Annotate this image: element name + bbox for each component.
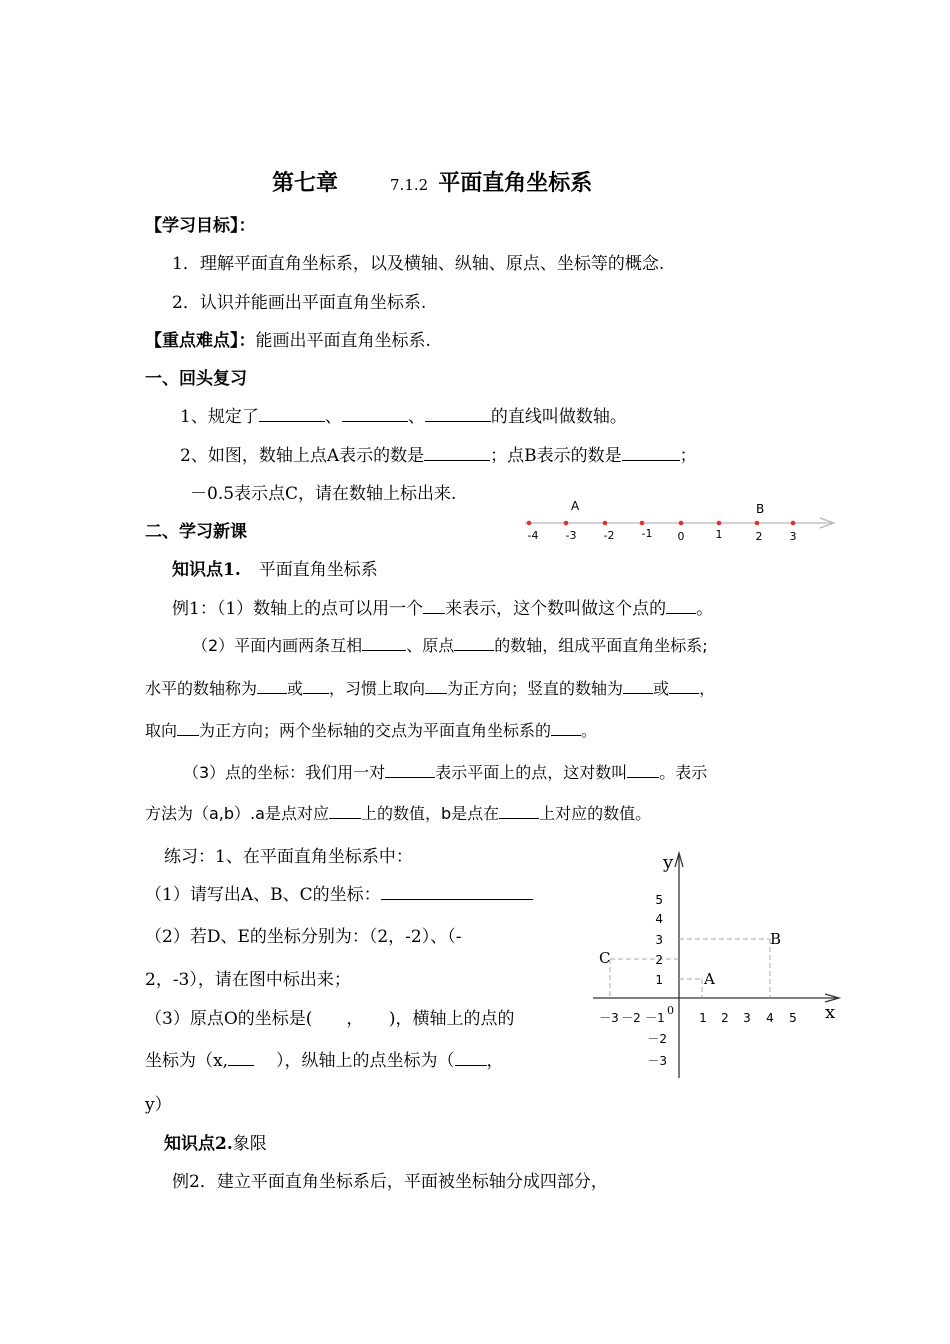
review-q1 — [180, 402, 627, 427]
text: 。表示 — [659, 763, 708, 782]
section-name: 平面直角坐标系 — [438, 170, 593, 196]
number-line — [520, 496, 840, 544]
number-line-tick-label: 1 — [715, 528, 723, 541]
practice-q3-line3: y） — [145, 1095, 172, 1115]
text: 或 — [287, 679, 304, 698]
answer-blank[interactable] — [454, 634, 494, 651]
answer-blank[interactable] — [303, 677, 329, 694]
answer-blank[interactable] — [627, 761, 659, 778]
y-axis-label: y — [663, 852, 674, 873]
x-tick-label: －3 — [599, 1011, 619, 1025]
practice-q3-line2 — [145, 1046, 504, 1071]
text: 。 — [581, 721, 598, 740]
ex1-line6 — [145, 801, 651, 824]
review-q2-prefix: 2、如图，数轴上点A表示的数是 — [180, 446, 425, 466]
text: 水平的数轴称为 — [145, 679, 258, 698]
y-tick-label: －3 — [647, 1054, 667, 1068]
x-tick-label: 2 — [721, 1011, 729, 1025]
plane-point-c-label: C — [599, 949, 611, 967]
kp2-text: 象限 — [232, 1134, 267, 1154]
origin-label: 0 — [667, 1004, 674, 1017]
text: 。 — [696, 599, 714, 619]
text: 例1：（1）数轴上的点可以用一个 — [172, 599, 424, 619]
kp1-label: 知识点1. — [172, 560, 241, 580]
number-line-tick-label: 3 — [789, 530, 797, 543]
kp1 — [172, 555, 378, 580]
example-2: 例2．建立平面直角坐标系后，平面被坐标轴分成四部分， — [172, 1172, 608, 1192]
x-tick-label: －1 — [645, 1011, 665, 1025]
plane-point-a-label: A — [704, 970, 715, 988]
answer-blank[interactable] — [381, 883, 533, 900]
number-line-point — [791, 521, 796, 526]
answer-blank[interactable] — [425, 405, 491, 422]
number-line-point — [755, 521, 760, 526]
number-line-point — [640, 521, 645, 526]
number-line-point — [679, 521, 684, 526]
answer-blank[interactable] — [425, 677, 447, 694]
review-heading: 一、回头复习 — [145, 369, 247, 389]
text: 来表示，这个数叫做这个点的 — [445, 599, 667, 619]
number-line-tick-label: -2 — [603, 529, 615, 542]
number-line-tick-label: 0 — [677, 530, 685, 543]
separator: 、 — [407, 407, 425, 427]
ex1-line4 — [145, 718, 597, 741]
ex1-line2 — [192, 633, 708, 656]
text: 方法为（a,b）.a是点对应 — [145, 804, 329, 823]
practice-intro: 练习：1、在平面直角坐标系中： — [164, 847, 413, 867]
answer-blank[interactable] — [362, 634, 406, 651]
goal-item-2: 2．认识并能画出平面直角坐标系. — [172, 293, 427, 313]
point-b-label: B — [756, 502, 765, 516]
text: 的数轴，组成平面直角坐标系; — [494, 636, 708, 655]
practice-q3-line1: （3）原点O的坐标是( ， )，横轴上的点的 — [145, 1009, 515, 1029]
answer-blank[interactable] — [259, 405, 325, 422]
text: 上对应的数值。 — [539, 804, 652, 823]
review-q2-mid: ；点B表示的数是 — [490, 446, 622, 466]
ex1-line1 — [172, 594, 713, 619]
goal-item-1: 1．理解平面直角坐标系，以及横轴、纵轴、原点、坐标等的概念. — [172, 254, 665, 274]
answer-blank[interactable] — [622, 444, 680, 461]
kp2-label: 知识点2. — [164, 1134, 233, 1154]
text: 坐标为（x, — [145, 1051, 228, 1071]
answer-blank[interactable] — [666, 597, 696, 614]
x-tick-label: 3 — [743, 1011, 751, 1025]
review-q1-prefix: 1、规定了 — [180, 407, 259, 427]
text: （1）请写出A、B、C的坐标： — [145, 885, 381, 905]
ex1-line3 — [145, 676, 715, 699]
x-tick-label: 4 — [766, 1011, 774, 1025]
key-text: 能画出平面直角坐标系. — [255, 331, 431, 351]
text: 表示平面上的点，这对数叫 — [435, 763, 628, 782]
answer-blank[interactable] — [385, 761, 435, 778]
number-line-point — [527, 521, 532, 526]
key-points — [145, 326, 431, 351]
number-line-tick-label: 2 — [755, 530, 763, 543]
text: 取向 — [145, 721, 178, 740]
text: ，习惯上取向 — [329, 679, 426, 698]
number-line-point — [717, 521, 722, 526]
practice-q1 — [145, 880, 533, 905]
text: ， — [486, 1051, 504, 1071]
text: （3）点的坐标：我们用一对 — [183, 763, 386, 782]
answer-blank[interactable] — [455, 1049, 487, 1066]
page-title — [272, 166, 592, 197]
x-axis-label: x — [825, 1002, 836, 1023]
text: ），纵轴上的点坐标为（ — [276, 1051, 455, 1071]
x-tick-label: 5 — [789, 1011, 797, 1025]
answer-blank[interactable] — [423, 597, 445, 614]
x-tick-label: －2 — [621, 1011, 641, 1025]
text: 为正方向；竖直的数轴为 — [447, 679, 624, 698]
answer-blank[interactable] — [669, 677, 699, 694]
goals-heading: 【学习目标】： — [145, 216, 256, 236]
text: 、原点 — [406, 636, 455, 655]
review-q2 — [180, 441, 697, 466]
y-tick-label: 4 — [655, 912, 663, 926]
text: ， — [699, 679, 716, 698]
review-q2-end: ； — [679, 446, 697, 466]
section-number: 7.1.2 — [390, 176, 429, 194]
newlesson-heading: 二、学习新课 — [145, 522, 247, 542]
kp1-text: 平面直角坐标系 — [258, 560, 378, 580]
key-heading: 【重点难点】： — [145, 331, 256, 351]
y-tick-label: 2 — [655, 953, 663, 967]
coordinate-plane — [585, 848, 855, 1083]
plane-point-b-label: B — [770, 930, 782, 948]
number-line-tick-label: -4 — [527, 529, 539, 542]
number-line-tick-label: -1 — [641, 527, 653, 540]
answer-blank[interactable] — [551, 719, 581, 736]
review-q1-suffix: 的直线叫做数轴。 — [490, 407, 627, 427]
answer-blank[interactable] — [177, 719, 199, 736]
text: 为正方向；两个坐标轴的交点为平面直角坐标系的 — [199, 721, 552, 740]
x-tick-label: 1 — [699, 1011, 707, 1025]
separator: 、 — [324, 407, 342, 427]
y-tick-label: 3 — [655, 933, 663, 947]
text: 或 — [653, 679, 670, 698]
number-line-tick-label: -3 — [565, 529, 577, 542]
point-a-label: A — [571, 499, 580, 513]
review-q3: －0.5表示点C，请在数轴上标出来. — [190, 484, 457, 504]
y-tick-label: 5 — [655, 893, 663, 907]
answer-blank[interactable] — [329, 802, 361, 819]
y-tick-label: 1 — [655, 973, 663, 987]
kp2 — [164, 1129, 267, 1154]
practice-q2-line2: 2，-3），请在图中标出来； — [145, 970, 351, 990]
practice-q2-line1: （2）若D、E的坐标分别为：（2，-2）、（- — [145, 927, 462, 947]
text: （2）平面内画两条互相 — [192, 636, 363, 655]
answer-blank[interactable] — [342, 405, 408, 422]
chapter-label: 第七章 — [272, 170, 339, 196]
answer-blank[interactable] — [499, 802, 539, 819]
answer-blank[interactable] — [228, 1049, 254, 1066]
number-line-point — [603, 521, 608, 526]
answer-blank[interactable] — [623, 677, 653, 694]
text: 上的数值，b是点在 — [360, 804, 500, 823]
answer-blank[interactable] — [257, 677, 287, 694]
number-line-point — [564, 521, 569, 526]
ex1-line5 — [183, 760, 707, 783]
y-tick-label: －2 — [647, 1032, 667, 1046]
answer-blank[interactable] — [424, 444, 490, 461]
